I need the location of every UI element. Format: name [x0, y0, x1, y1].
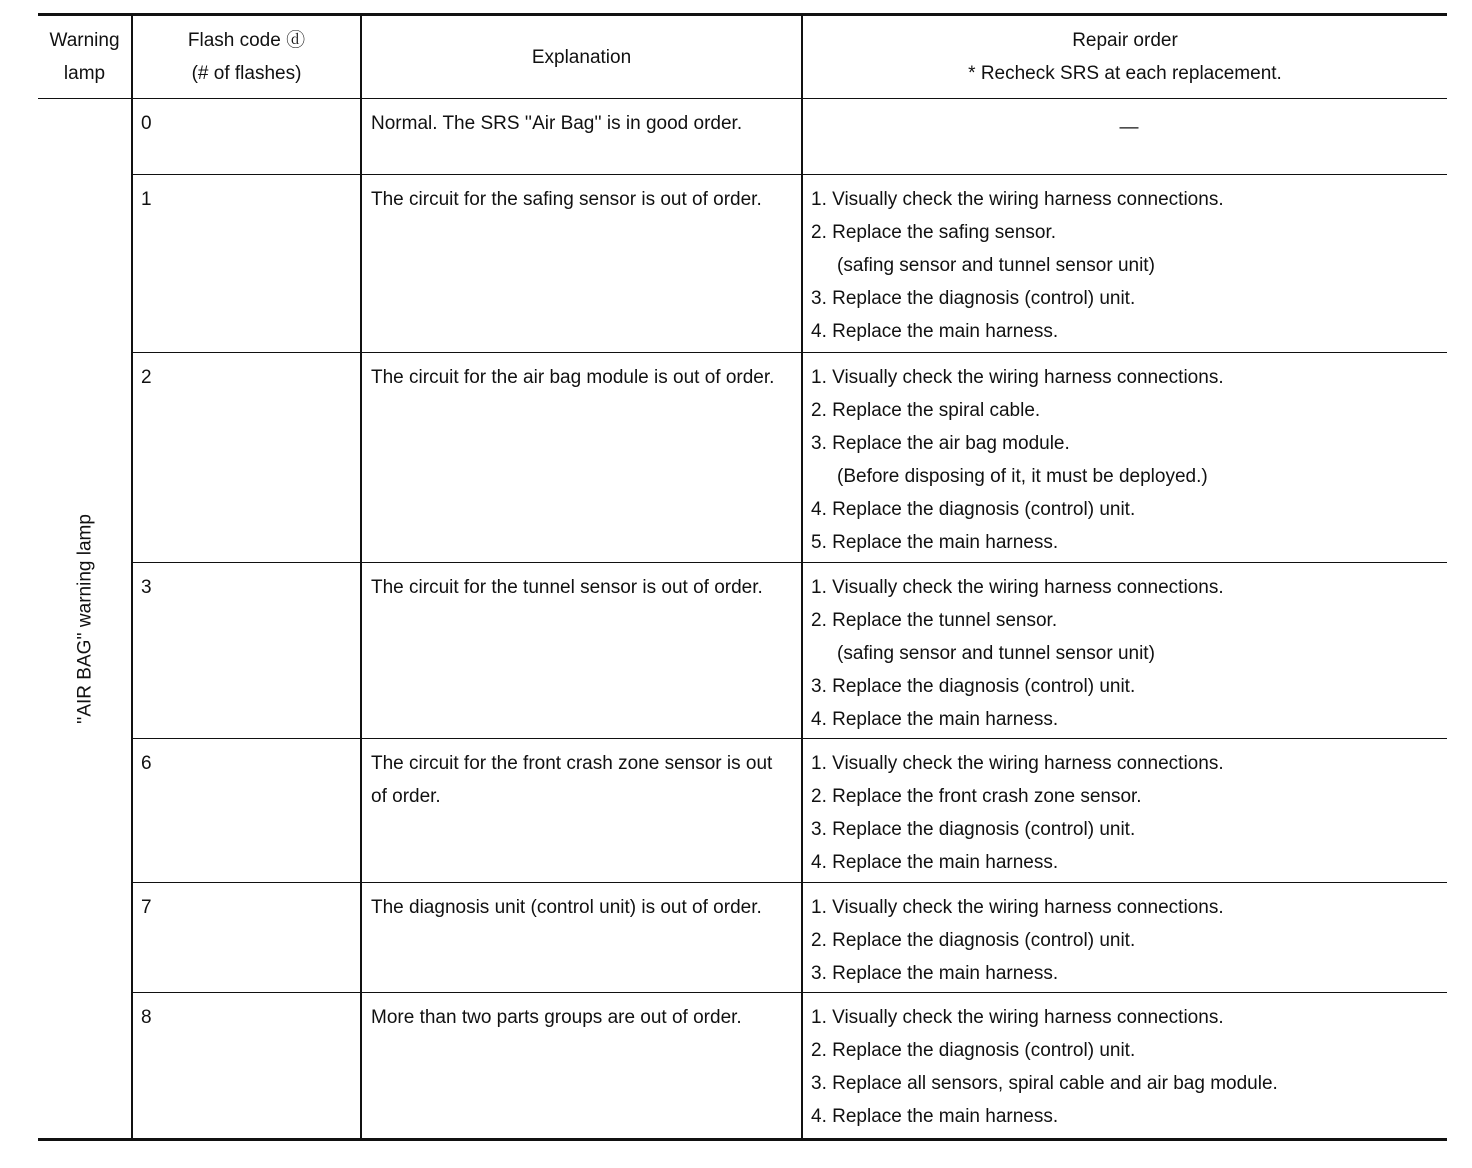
repair-step: 2. Replace the safing sensor.	[811, 222, 1057, 243]
repair-step: 3. Replace the diagnosis (control) unit.	[811, 676, 1136, 697]
header-flash-code	[132, 15, 361, 99]
repair-step: 2. Replace the tunnel sensor.	[811, 610, 1058, 631]
table-row	[38, 739, 1447, 883]
repair-step: 1. Visually check the wiring harness connections.	[811, 577, 1224, 598]
repair-step: 3. Replace the air bag module.	[811, 433, 1070, 454]
table-row	[38, 353, 1447, 563]
repair-step: 3. Replace the main harness.	[811, 963, 1059, 984]
repair-order	[802, 563, 1447, 739]
repair-order	[802, 993, 1447, 1140]
header-text: Repair order	[1072, 30, 1178, 51]
flash-code: 3	[132, 563, 361, 739]
repair-step: 4. Replace the main harness.	[811, 709, 1059, 730]
explanation: The circuit for the safing sensor is out of order.	[361, 175, 802, 353]
repair-step: 4. Replace the main harness.	[811, 852, 1059, 873]
repair-step: 4. Replace the main harness.	[811, 321, 1059, 342]
repair-step: 3. Replace the diagnosis (control) unit.	[811, 288, 1136, 309]
explanation: The circuit for the tunnel sensor is out of order.	[361, 563, 802, 739]
header-text: * Recheck SRS at each replacement.	[968, 63, 1282, 84]
flash-code: 1	[132, 175, 361, 353]
repair-step: (safing sensor and tunnel sensor unit)	[837, 255, 1155, 276]
flash-code: 2	[132, 353, 361, 563]
explanation: The circuit for the air bag module is out of order.	[361, 353, 802, 563]
repair-step: 3. Replace the diagnosis (control) unit.	[811, 819, 1136, 840]
flash-code: 0	[132, 99, 361, 175]
header-text: (# of flashes)	[191, 63, 302, 84]
repair-step: 1. Visually check the wiring harness connections.	[811, 367, 1224, 388]
repair-order	[802, 99, 1447, 175]
table-row	[38, 175, 1447, 353]
repair-step: 5. Replace the main harness.	[811, 532, 1059, 553]
warning-lamp-label: ''AIR BAG'' warning lamp	[74, 513, 95, 724]
repair-step: 1. Visually check the wiring harness connections.	[811, 189, 1224, 210]
header-text: Warning	[49, 30, 120, 51]
repair-step: 2. Replace the diagnosis (control) unit.	[811, 930, 1136, 951]
explanation: Normal. The SRS ''Air Bag'' is in good order.	[361, 99, 802, 175]
header-warning-lamp	[38, 15, 132, 99]
repair-step: 2. Replace the front crash zone sensor.	[811, 786, 1142, 807]
repair-order	[802, 175, 1447, 353]
repair-step: 3. Replace all sensors, spiral cable and air bag module.	[811, 1073, 1278, 1094]
repair-order	[802, 883, 1447, 993]
header-row	[38, 15, 1447, 99]
table-row	[38, 993, 1447, 1140]
explanation: More than two parts groups are out of order.	[361, 993, 802, 1140]
repair-step: 1. Visually check the wiring harness connections.	[811, 753, 1224, 774]
warning-lamp-cell	[38, 99, 132, 1140]
flash-code: 8	[132, 993, 361, 1140]
repair-step: 1. Visually check the wiring harness connections.	[811, 897, 1224, 918]
explanation: The circuit for the front crash zone sensor is out of order.	[361, 739, 802, 883]
header-explanation: Explanation	[361, 15, 802, 99]
table-row	[38, 883, 1447, 993]
repair-order	[802, 353, 1447, 563]
explanation: The diagnosis unit (control unit) is out of order.	[361, 883, 802, 993]
flash-code: 6	[132, 739, 361, 883]
header-text: lamp	[63, 63, 106, 84]
header-repair-order	[802, 15, 1447, 99]
srs-flash-code-table	[38, 13, 1447, 1141]
repair-step: 2. Replace the spiral cable.	[811, 400, 1041, 421]
header-text: Flash code ⓓ	[187, 30, 306, 51]
repair-step: (safing sensor and tunnel sensor unit)	[837, 643, 1155, 664]
repair-step: 2. Replace the diagnosis (control) unit.	[811, 1040, 1136, 1061]
repair-step: (Before disposing of it, it must be deployed.)	[837, 466, 1208, 487]
repair-step: 4. Replace the diagnosis (control) unit.	[811, 499, 1136, 520]
table-row	[38, 99, 1447, 175]
table-row	[38, 563, 1447, 739]
repair-step: 4. Replace the main harness.	[811, 1106, 1059, 1127]
repair-step: —	[1119, 117, 1139, 138]
repair-order	[802, 739, 1447, 883]
repair-step: 1. Visually check the wiring harness connections.	[811, 1007, 1224, 1028]
flash-code: 7	[132, 883, 361, 993]
